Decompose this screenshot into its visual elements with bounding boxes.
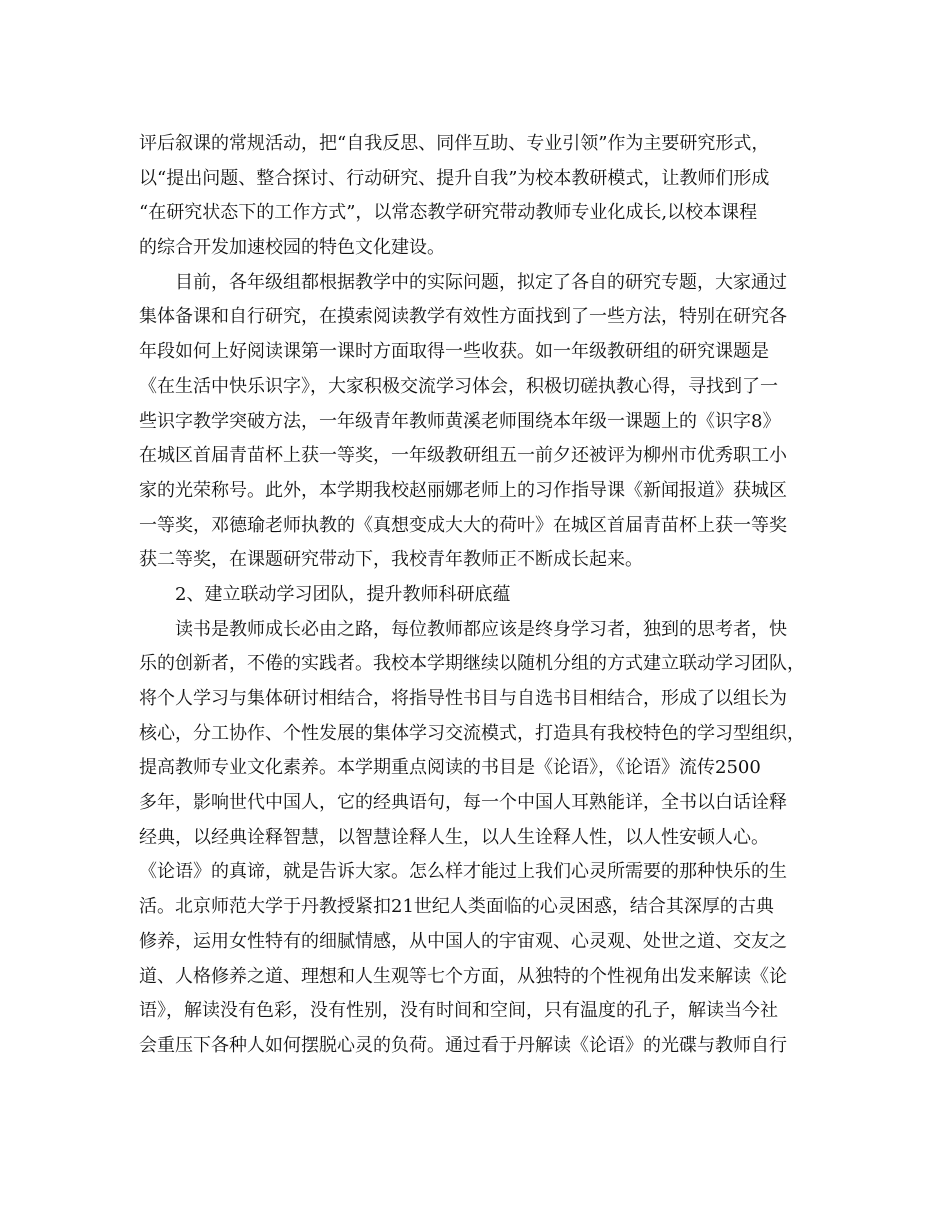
- text-line: 评后叙课的常规活动，把“自我反思、同伴互助、专业引领”作为主要研究形式，: [139, 133, 770, 154]
- text-line: 的综合开发加速校园的特色文化建设。: [139, 237, 445, 259]
- text-line: 经典，以经典诠释智慧，以智慧诠释人生，以人生诠释人性，以人性安顿人心。: [139, 826, 769, 848]
- text-line: 语》，解读没有色彩，没有性别，没有时间和空间，只有温度的孔子，解读当今社: [139, 1000, 778, 1022]
- text-line: 集体备课和自行研究，在摸索阅读教学有效性方面找到了一些方法，特别在研究各: [139, 306, 787, 328]
- text-line: 核心，分工协作、个性发展的集体学习交流模式，打造具有我校特色的学习型组织，: [139, 722, 805, 744]
- text-line: 在城区首届青苗杯上获一等奖，一年级教研组五一前夕还被评为柳州市优秀职工小: [139, 445, 787, 467]
- text-line: 一等奖，邓德瑜老师执教的《真想变成大大的荷叶》在城区首届青苗杯上获一等奖: [139, 514, 787, 536]
- text-line: 些识字教学突破方法，一年级青年教师黄溪老师围绕本年级一课题上的《识字8》: [139, 410, 781, 432]
- text-line: 将个人学习与集体研讨相结合，将指导性书目与自选书目相结合，形成了以组长为: [139, 688, 787, 709]
- text-line: “在研究状态下的工作方式”，以常态教学研究带动教师专业化成长,以校本课程: [139, 202, 758, 224]
- text-line: 提高教师专业文化素养。本学期重点阅读的书目是《论语》，《论语》流传2500: [139, 757, 761, 779]
- text-line: 《论语》的真谛，就是告诉大家。怎么样才能过上我们心灵所需要的那种快乐的生: [139, 861, 787, 883]
- text-line: 以“提出问题、整合探讨、行动研究、提升自我”为校本教研模式，让教师们形成: [139, 167, 770, 189]
- text-line: 多年，影响世代中国人，它的经典语句，每一个中国人耳熟能详，全书以白话诠释: [139, 792, 787, 814]
- text-line: 修养，运用女性特有的细腻情感，从中国人的宇宙观、心灵观、处世之道、交友之: [139, 930, 787, 952]
- body-text: [139, 127, 829, 1064]
- paragraph-first-line: 读书是教师成长必由之路，每位教师都应该是终身学习者，独到的思考者，快: [175, 618, 787, 640]
- text-line: 《在生活中快乐识字》，大家积极交流学习体会，积极切磋执教心得，寻找到了一: [139, 375, 778, 397]
- text-line: 乐的创新者，不倦的实践者。我校本学期继续以随机分组的方式建立联动学习团队，: [139, 653, 805, 675]
- section-heading: 2、建立联动学习团队，提升教师科研底蕴: [175, 583, 511, 605]
- text-line: 年段如何上好阅读课第一课时方面取得一些收获。如一年级教研组的研究课题是: [139, 341, 769, 363]
- text-line: 家的光荣称号。此外，本学期我校赵丽娜老师上的习作指导课《新闻报道》获城区: [139, 479, 787, 501]
- text-line: 获二等奖，在课题研究带动下，我校青年教师正不断成长起来。: [139, 549, 643, 571]
- text-line: 活。北京师范大学于丹教授紧扣21世纪人类面临的心灵困惑，结合其深厚的古典: [139, 896, 774, 918]
- text-line: 道、人格修养之道、理想和人生观等七个方面，从独特的个性视角出发来解读《论: [139, 965, 787, 987]
- paragraph-first-line: 目前，各年级组都根据教学中的实际问题，拟定了各自的研究专题，大家通过: [175, 271, 787, 293]
- text-line: 会重压下各种人如何摆脱心灵的负荷。通过看于丹解读《论语》的光碟与教师自行: [139, 1034, 787, 1056]
